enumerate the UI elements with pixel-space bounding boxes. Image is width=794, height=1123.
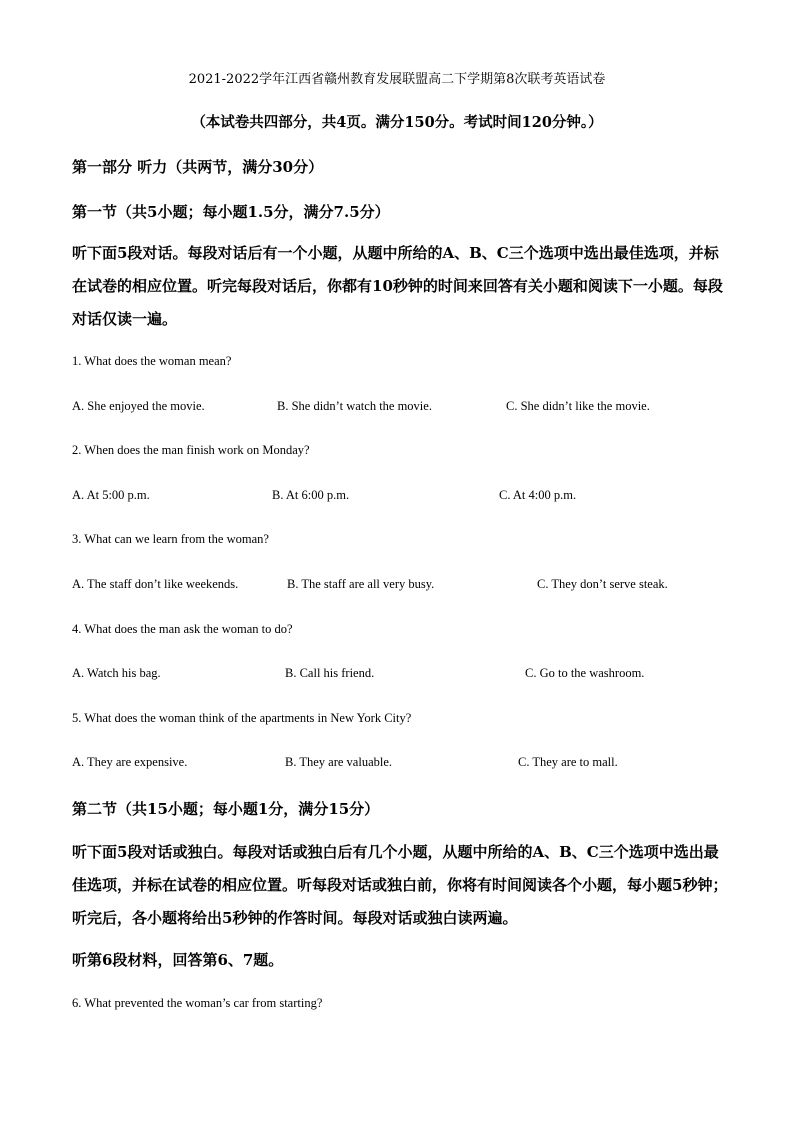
option-2b: B. At 6:00 p.m.	[272, 488, 350, 502]
question-6: 6. What prevented the woman’s car from starting?	[72, 996, 323, 1010]
option-4a: A. Watch his bag.	[72, 666, 161, 680]
question-4: 4. What does the man ask the woman to do?	[72, 622, 293, 636]
part1-heading: 第一部分 听力（共两节，满分30分）	[72, 158, 324, 176]
option-4b: B. Call his friend.	[285, 666, 375, 680]
section2-heading: 第二节（共15小题；每小题1分，满分15分）	[72, 800, 380, 818]
option-4c: C. Go to the washroom.	[525, 666, 645, 680]
option-1b: B. She didn’t watch the movie.	[277, 399, 432, 413]
option-3a: A. The staff don’t like weekends.	[72, 577, 239, 591]
section2-instructions: 听下面5段对话或独白。每段对话或独白后有几个小题，从题中所给的A、B、C三个选项中选出最佳选项，并标在试卷的相应位置。听每段对话或独白前，你将有时间阅读各个小题，每小题5秒钟；听完后，各小题将给出5秒钟的作答时间。每段对话或独白读两遍。	[72, 843, 728, 927]
option-3c: C. They don’t serve steak.	[537, 577, 668, 591]
section1-heading: 第一节（共5小题；每小题1.5分，满分7.5分）	[72, 203, 390, 221]
option-3b: B. The staff are all very busy.	[287, 577, 435, 591]
option-1c: C. She didn’t like the movie.	[506, 399, 650, 413]
section1-instructions: 听下面5段对话。每段对话后有一个小题，从题中所给的A、B、C三个选项中选出最佳选项，并标在试卷的相应位置。听完每段对话后，你都有10秒钟的时间来回答有关小题和阅读下一小题。每段对话仅读一遍。	[72, 244, 723, 328]
material6-heading: 听第6段材料，回答第6、7题。	[72, 951, 284, 969]
question-3: 3. What can we learn from the woman?	[72, 532, 269, 546]
option-5c: C. They are to mall.	[518, 755, 618, 769]
option-5a: A. They are expensive.	[72, 755, 188, 769]
option-2c: C. At 4:00 p.m.	[499, 488, 577, 502]
exam-subtitle: （本试卷共四部分，共4页。满分150分。考试时间120分钟。）	[191, 114, 603, 131]
option-5b: B. They are valuable.	[285, 755, 393, 769]
option-2a: A. At 5:00 p.m.	[72, 488, 150, 502]
question-1: 1. What does the woman mean?	[72, 354, 232, 368]
question-5: 5. What does the woman think of the apartments in New York City?	[72, 711, 412, 725]
exam-title: 2021-2022学年江西省赣州教育发展联盟高二下学期第8次联考英语试卷	[188, 72, 606, 87]
question-2: 2. When does the man finish work on Monday?	[72, 443, 310, 457]
option-1a: A. She enjoyed the movie.	[72, 399, 205, 413]
